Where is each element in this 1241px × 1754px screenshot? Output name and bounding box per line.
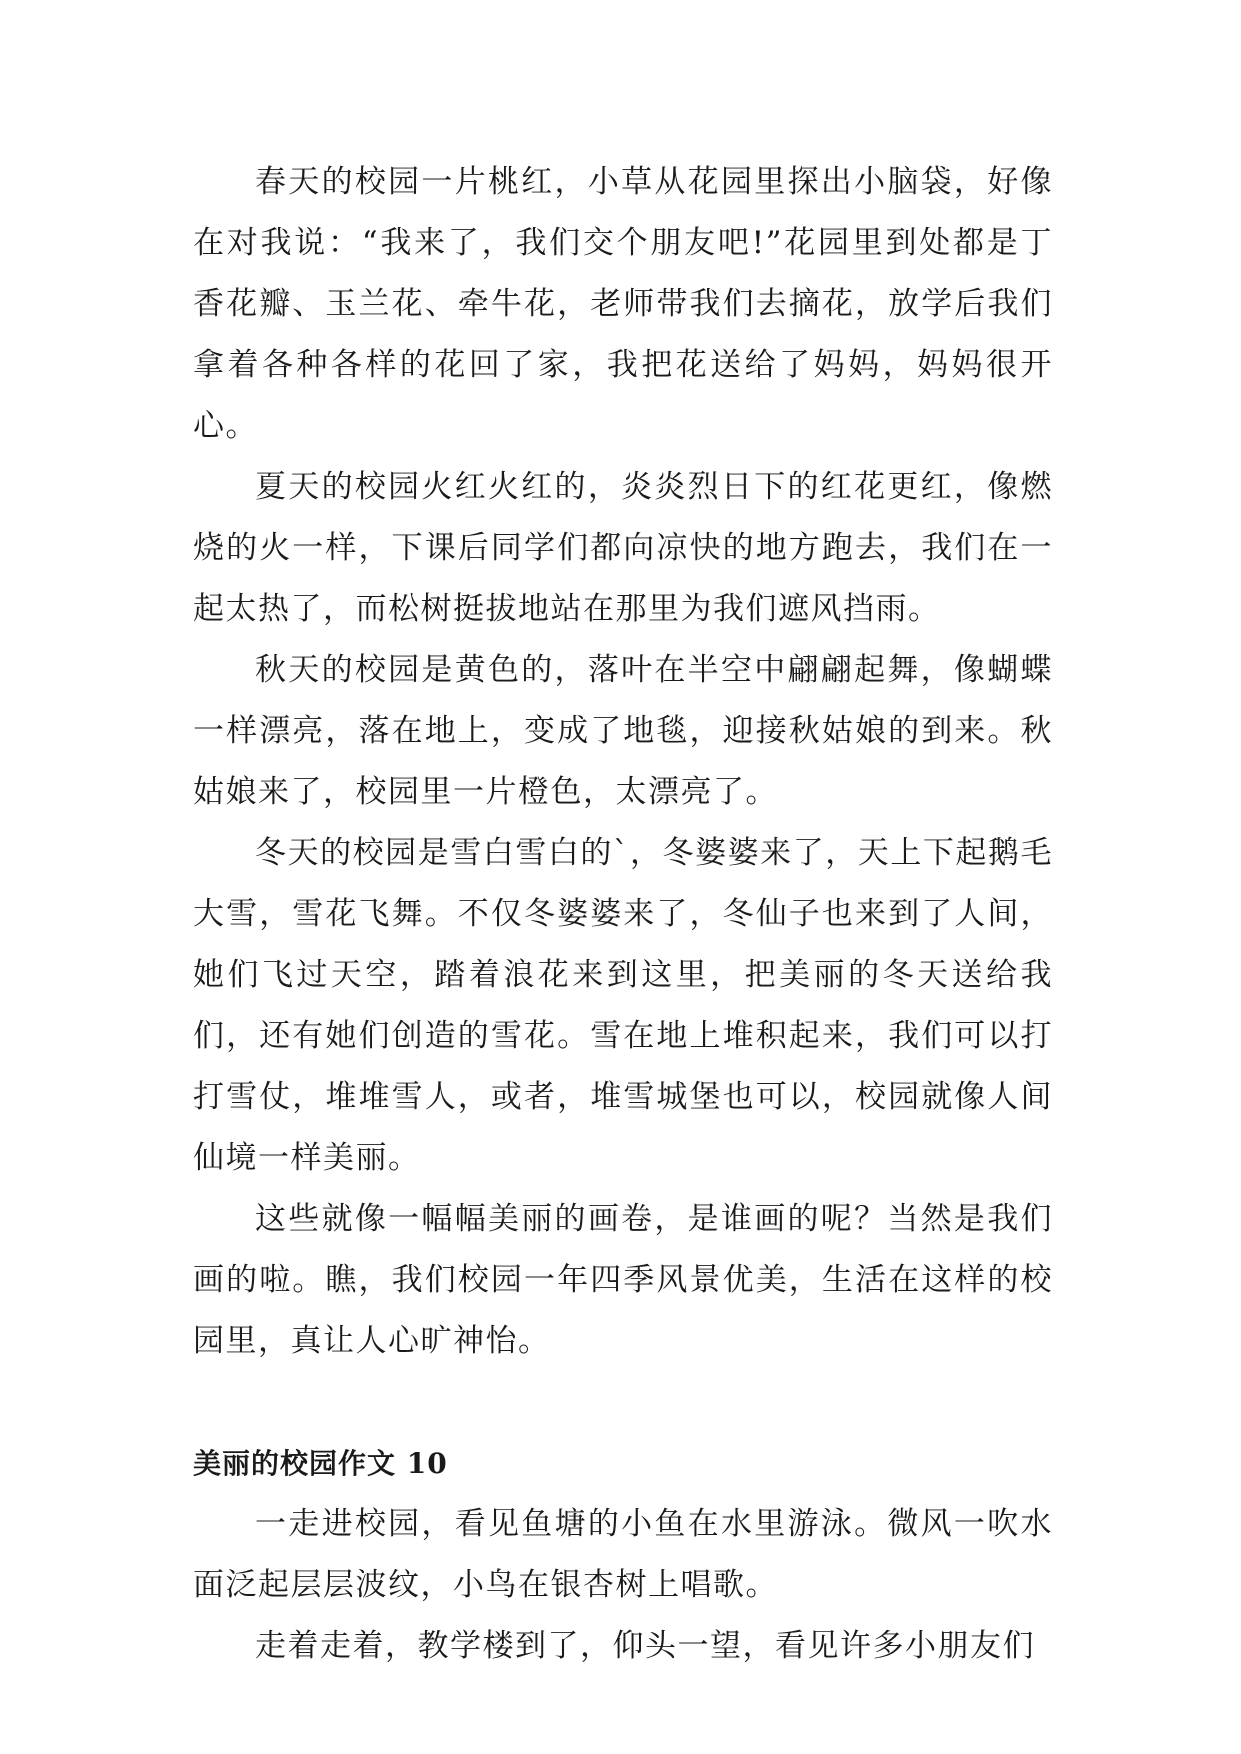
paragraph-winter: 冬天的校园是雪白雪白的`，冬婆婆来了，天上下起鹅毛大雪，雪花飞舞。不仅冬婆婆来了，冬仙子也来到了人间，她们飞过天空，踏着浪花来到这里，把美丽的冬天送给我们，还有她们创造的雪花。雪在地上堆积起来，我们可以打打雪仗，堆堆雪人，或者，堆雪城堡也可以，校园就像人间仙境一样美丽。 — [193, 835, 1053, 1176]
essay-heading: 美丽的校园作文 10 — [193, 1447, 448, 1480]
paragraph-spring: 春天的校园一片桃红，小草从花园里探出小脑袋，好像在对我说：“我来了，我们交个朋友吧!”花园里到处都是丁香花瓣、玉兰花、牵牛花，老师带我们去摘花，放学后我们拿着各种各样的花回了家，我把花送给了妈妈，妈妈很开心。 — [193, 164, 1053, 444]
paragraph-summer: 夏天的校园火红火红的，炎炎烈日下的红花更红，像燃烧的火一样，下课后同学们都向凉快的地方跑去，我们在一起太热了，而松树挺拔地站在那里为我们遮风挡雨。 — [193, 469, 1053, 627]
document-page — [193, 152, 1053, 1677]
paragraph-entering-campus: 一走进校园，看见鱼塘的小鱼在水里游泳。微风一吹水面泛起层层波纹，小鸟在银杏树上唱歌。 — [193, 1506, 1053, 1603]
paragraph-conclusion: 这些就像一幅幅美丽的画卷，是谁画的呢？当然是我们画的啦。瞧，我们校园一年四季风景优美，生活在这样的校园里，真让人心旷神怡。 — [193, 1201, 1053, 1359]
paragraph-autumn: 秋天的校园是黄色的，落叶在半空中翩翩起舞，像蝴蝶一样漂亮，落在地上，变成了地毯，迎接秋姑娘的到来。秋姑娘来了，校园里一片橙色，太漂亮了。 — [193, 652, 1053, 810]
paragraph-teaching-building: 走着走着，教学楼到了，仰头一望，看见许多小朋友们 — [255, 1628, 1035, 1664]
